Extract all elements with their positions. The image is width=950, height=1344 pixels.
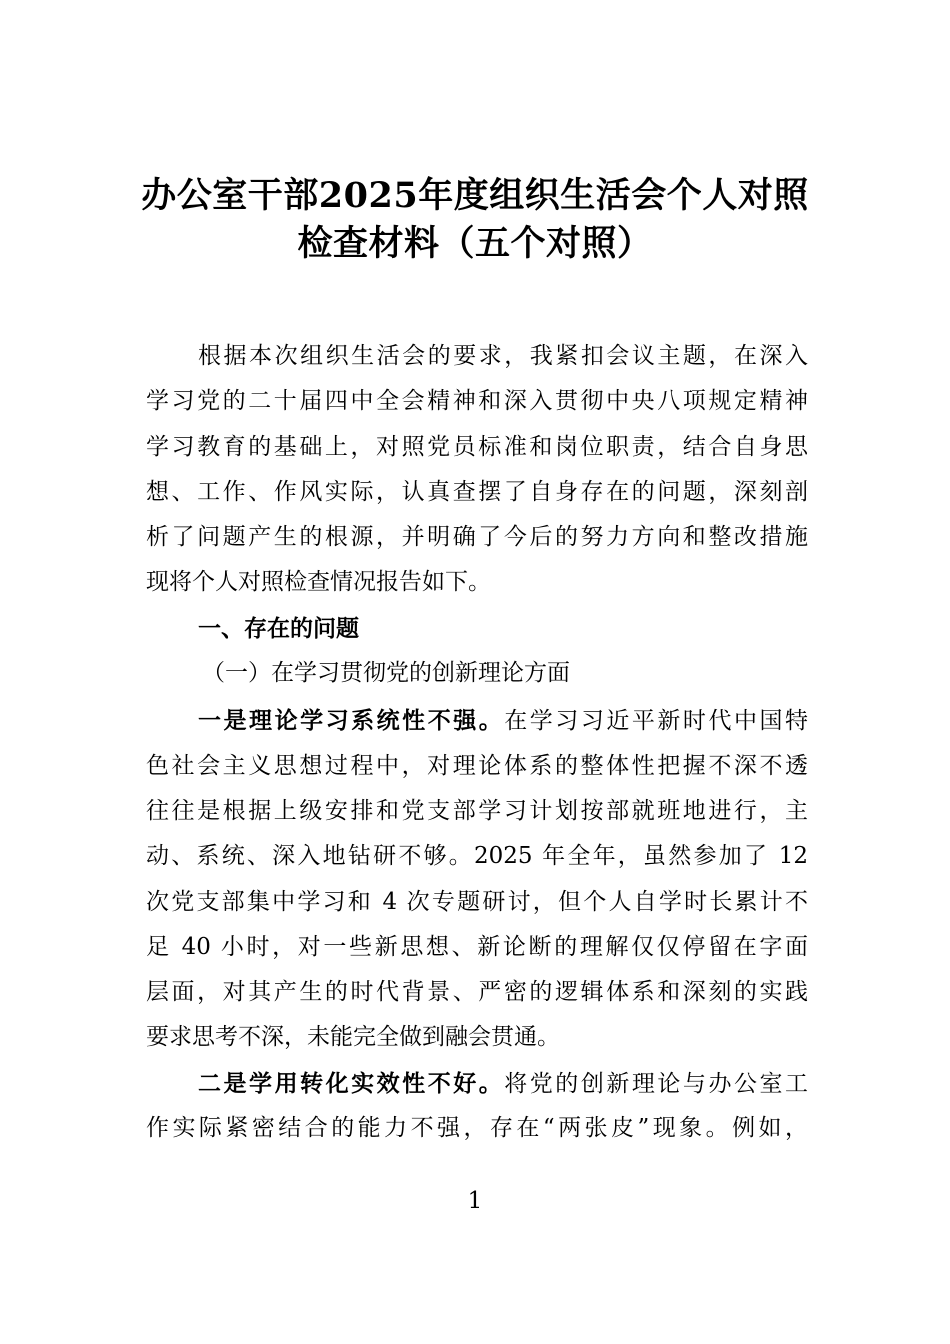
intro-line: 学习教育的基础上，对照党员标准和岗位职责，结合自身思 — [146, 433, 808, 460]
intro-paragraph — [146, 334, 808, 606]
point-lead: 二是学用转化实效性不好。 — [198, 1069, 505, 1097]
point-line: 作实际紧密结合的能力不强，存在“两张皮”现象。例如， — [146, 1115, 808, 1142]
point-line — [146, 698, 808, 743]
intro-line: 学习党的二十届四中全会精神和深入贯彻中央八项规定精神 — [146, 388, 808, 415]
point-line: 动、系统、深入地钻研不够。2025 年全年，虽然参加了 12 — [146, 843, 808, 870]
point-text: 将党的创新理论与办公室工 — [504, 1070, 809, 1097]
intro-line: 想、工作、作风实际，认真查摆了自身存在的问题，深刻剖 — [146, 478, 808, 505]
point-2-paragraph — [146, 1061, 808, 1152]
point-line — [146, 1061, 808, 1106]
intro-line: 根据本次组织生活会的要求，我紧扣会议主题，在深入 — [198, 343, 808, 369]
intro-line: 现将个人对照检查情况报告如下。 — [146, 569, 491, 596]
point-line: 要求思考不深，未能完全做到融会贯通。 — [146, 1024, 560, 1051]
document-body — [146, 334, 808, 1151]
intro-line: 析了问题产生的根源，并明确了今后的努力方向和整改措施 — [146, 524, 808, 551]
point-text: 在学习习近平新时代中国特 — [504, 708, 809, 735]
point-lead: 一是理论学习系统性不强。 — [198, 707, 505, 735]
document-title-line-1: 办公室干部2025年度组织生活会个人对照 — [141, 175, 809, 216]
point-line: 次党支部集中学习和 4 次专题研讨，但个人自学时长累计不 — [146, 888, 808, 915]
point-1-paragraph — [146, 698, 808, 1060]
page-number: 1 — [467, 1188, 483, 1214]
point-line: 足 40 小时，对一些新思想、新论断的理解仅仅停留在字面 — [146, 933, 808, 960]
point-line: 层面，对其产生的时代背景、严密的逻辑体系和深刻的实践 — [146, 979, 808, 1006]
point-line: 往往是根据上级安排和党支部学习计划按部就班地进行，主 — [146, 797, 808, 824]
document-title-line-2: 检查材料（五个对照） — [297, 223, 653, 264]
point-line: 色社会主义思想过程中，对理论体系的整体性把握不深不透 — [146, 752, 808, 779]
section-heading: 一、存在的问题 — [198, 614, 359, 642]
subsection-heading: （一）在学习贯彻党的创新理论方面 — [202, 660, 570, 687]
